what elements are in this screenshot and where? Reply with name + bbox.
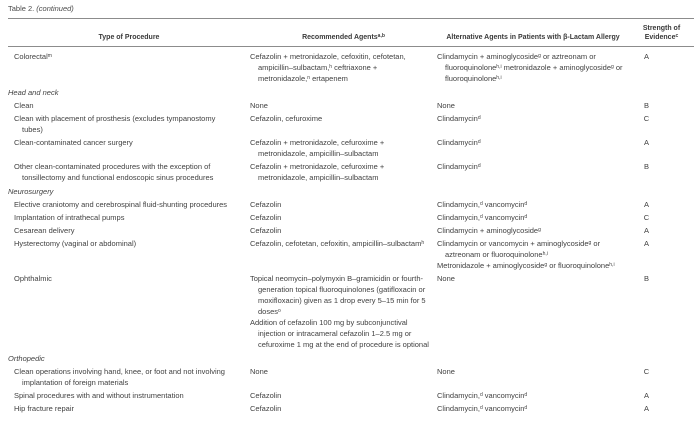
recommended-agents-cell	[250, 366, 437, 377]
table-row	[8, 366, 694, 388]
alternative-agents-cell	[437, 238, 629, 271]
paragraph: Cesarean delivery	[14, 226, 75, 235]
paragraph: Other clean-contaminated procedures with the exception of tonsillectomy and functional endoscopic sinus procedures	[14, 162, 214, 182]
paragraph: None	[437, 274, 455, 283]
table-number: Table 2.	[8, 4, 35, 13]
paragraph: Clean-contaminated cancer surgery	[14, 138, 133, 147]
procedure-cell	[8, 161, 250, 183]
strength-of-evidence-cell	[629, 273, 694, 284]
recommended-agents-cell	[250, 100, 437, 111]
procedure-cell	[8, 137, 250, 148]
paragraph: Cefazolin	[250, 226, 282, 235]
alternative-agents-cell	[437, 137, 629, 148]
paragraph: None	[250, 101, 268, 110]
recommended-agents-cell	[250, 273, 437, 350]
table-title	[8, 4, 694, 14]
paragraph: Implantation of intrathecal pumps	[14, 213, 125, 222]
alternative-agents-cell	[437, 161, 629, 172]
paragraph: Clindamycin,$^d$ vancomycin$^d$	[437, 200, 528, 209]
paragraph: Head and neck	[8, 88, 59, 97]
alternative-agents-cell	[437, 100, 629, 111]
table-row	[8, 137, 694, 159]
strength-of-evidence-cell	[629, 199, 694, 210]
section-label	[8, 186, 250, 197]
recommended-agents-cell	[250, 225, 437, 236]
paragraph: Clean with placement of prosthesis (excludes tympanostomy tubes)	[14, 114, 216, 134]
strength-of-evidence-cell	[629, 390, 694, 401]
paragraph: Orthopedic	[8, 354, 45, 363]
paragraph: Metronidazole + aminoglycoside$^g$ or fluoroquinolone$^{h,i}$	[437, 261, 615, 270]
paragraph: B	[643, 274, 649, 283]
paragraph: Clean operations involving hand, knee, or foot and not involving implantation of foreign materials	[14, 367, 225, 387]
paragraph: Colorectal$^m$	[14, 52, 52, 61]
procedure-cell	[8, 100, 250, 111]
table-continued-label: (continued)	[36, 4, 74, 13]
paragraph: Clean	[14, 101, 34, 110]
paragraph: Cefazolin + metronidazole, cefuroxime + metronidazole, ampicillin–sulbactam	[250, 162, 385, 182]
paragraph: Ophthalmic	[14, 274, 52, 283]
paragraph: Cefazolin	[250, 213, 282, 222]
table-row	[8, 212, 694, 223]
paragraph: Cefazolin, cefuroxime	[250, 114, 323, 123]
table-section-row	[8, 353, 694, 364]
alternative-agents-cell	[437, 366, 629, 377]
strength-of-evidence-cell	[629, 51, 694, 62]
paragraph: A	[643, 200, 649, 209]
paragraph: Hip fracture repair	[14, 404, 75, 413]
paragraph: Clindamycin + aminoglycoside$^g$ or aztreonam or fluoroquinolone$^{h,i}$ metronidazole + aminoglycoside$^g$ or fluoroquinolone$^{h,i}$	[437, 52, 623, 83]
paragraph: Clindamycin,$^d$ vancomycin$^d$	[437, 213, 528, 222]
table-section-row	[8, 87, 694, 98]
paragraph: A	[643, 226, 649, 235]
alternative-agents-cell	[437, 273, 629, 284]
procedure-cell	[8, 51, 250, 62]
table-row	[8, 100, 694, 111]
procedure-cell	[8, 199, 250, 210]
procedure-cell	[8, 212, 250, 223]
alternative-agents-cell	[437, 403, 629, 414]
recommended-agents-cell	[250, 137, 437, 159]
recommended-agents-cell	[250, 403, 437, 414]
paragraph: C	[643, 367, 650, 376]
paragraph: C	[643, 114, 650, 123]
paragraph: A	[643, 239, 649, 248]
procedure-cell	[8, 273, 250, 284]
table-row	[8, 113, 694, 135]
paragraph: Topical neomycin–polymyxin B–gramicidin or fourth-generation topical fluoroquinolones (gatifloxacin or moxifloxacin) given as 1 drop every 5–15 min for 5 doses$^o$	[250, 274, 426, 316]
table-row	[8, 273, 694, 350]
paragraph: B	[643, 101, 649, 110]
alternative-agents-cell	[437, 390, 629, 401]
paragraph: None	[437, 101, 455, 110]
table-row	[8, 238, 694, 271]
paragraph: Cefazolin	[250, 200, 282, 209]
paragraph: None	[437, 367, 455, 376]
recommended-agents-cell	[250, 51, 437, 84]
paragraph: C	[643, 213, 650, 222]
paragraph: Hysterectomy (vaginal or abdominal)	[14, 239, 137, 248]
strength-of-evidence-cell	[629, 137, 694, 148]
paragraph: None	[250, 367, 268, 376]
procedure-cell	[8, 390, 250, 401]
procedure-cell	[8, 225, 250, 236]
paragraph: Clindamycin + aminoglycoside$^g$	[437, 226, 541, 235]
paragraph: A	[643, 391, 649, 400]
recommended-agents-cell	[250, 161, 437, 183]
table-row	[8, 51, 694, 84]
paragraph: Clindamycin$^d$	[437, 138, 481, 147]
paragraph: A	[643, 138, 649, 147]
procedure-cell	[8, 113, 250, 135]
paragraph: Neurosurgery	[8, 187, 54, 196]
paragraph: Elective craniotomy and cerebrospinal fluid-shunting procedures	[14, 200, 228, 209]
column-header-procedure: Type of Procedure	[98, 34, 160, 41]
recommended-agents-cell	[250, 199, 437, 210]
table-body	[8, 51, 694, 414]
paragraph: Clindamycin,$^d$ vancomycin$^d$	[437, 404, 528, 413]
paragraph: Clindamycin$^d$	[437, 162, 481, 171]
alternative-agents-cell	[437, 212, 629, 223]
table-row	[8, 390, 694, 401]
strength-of-evidence-cell	[629, 212, 694, 223]
paragraph: Spinal procedures with and without instrumentation	[14, 391, 184, 400]
alternative-agents-cell	[437, 225, 629, 236]
recommended-agents-cell	[250, 113, 437, 124]
paragraph: A	[643, 52, 649, 61]
procedure-cell	[8, 238, 250, 249]
paragraph: Cefazolin	[250, 404, 282, 413]
table-row	[8, 225, 694, 236]
strength-of-evidence-cell	[629, 100, 694, 111]
strength-of-evidence-cell	[629, 403, 694, 414]
paragraph: Clindamycin,$^d$ vancomycin$^d$	[437, 391, 528, 400]
strength-of-evidence-cell	[629, 238, 694, 249]
table-row	[8, 199, 694, 210]
table-row	[8, 161, 694, 183]
strength-of-evidence-cell	[629, 366, 694, 377]
strength-of-evidence-cell	[629, 113, 694, 124]
recommended-agents-cell	[250, 390, 437, 401]
strength-of-evidence-cell	[629, 161, 694, 172]
strength-of-evidence-cell	[629, 225, 694, 236]
paragraph: Cefazolin + metronidazole, cefuroxime + metronidazole, ampicillin–sulbactam	[250, 138, 385, 158]
table-header-row	[8, 19, 694, 46]
column-header-recommended-agents: Recommended Agents$^{a,b}$	[302, 32, 385, 41]
procedure-cell	[8, 366, 250, 388]
paragraph: B	[643, 162, 649, 171]
column-header-strength-of-evidence: Strength of Evidence$^c$	[642, 25, 681, 41]
alternative-agents-cell	[437, 199, 629, 210]
recommended-agents-cell	[250, 212, 437, 223]
paragraph: Clindamycin or vancomycin + aminoglycoside$^g$ or aztreonam or fluoroquinolone$^{h,i}$	[437, 239, 601, 259]
paragraph: Addition of cefazolin 100 mg by subconjunctival injection or intracameral cefazolin 1–2.5 mg or cefuroxime 1 mg at the end of procedure is optional	[250, 318, 429, 349]
paragraph: Cefazolin	[250, 391, 282, 400]
alternative-agents-cell	[437, 51, 629, 84]
paragraph: Cefazolin + metronidazole, cefoxitin, cefotetan, ampicillin–sulbactam,$^h$ ceftriaxone + metronidazole,$^n$ ertapenem	[250, 52, 406, 83]
section-label	[8, 87, 250, 98]
paragraph: Clindamycin$^d$	[437, 114, 481, 123]
section-label	[8, 353, 250, 364]
alternative-agents-cell	[437, 113, 629, 124]
rule-below-header	[8, 46, 694, 47]
procedure-cell	[8, 403, 250, 414]
paragraph: A	[643, 404, 649, 413]
column-header-alternative-agents: Alternative Agents in Patients with β-Lactam Allergy	[446, 34, 620, 41]
table-section-row	[8, 186, 694, 197]
recommended-agents-cell	[250, 238, 437, 249]
paragraph: Cefazolin, cefotetan, cefoxitin, ampicillin–sulbactam$^h$	[250, 239, 425, 248]
table-row	[8, 403, 694, 414]
